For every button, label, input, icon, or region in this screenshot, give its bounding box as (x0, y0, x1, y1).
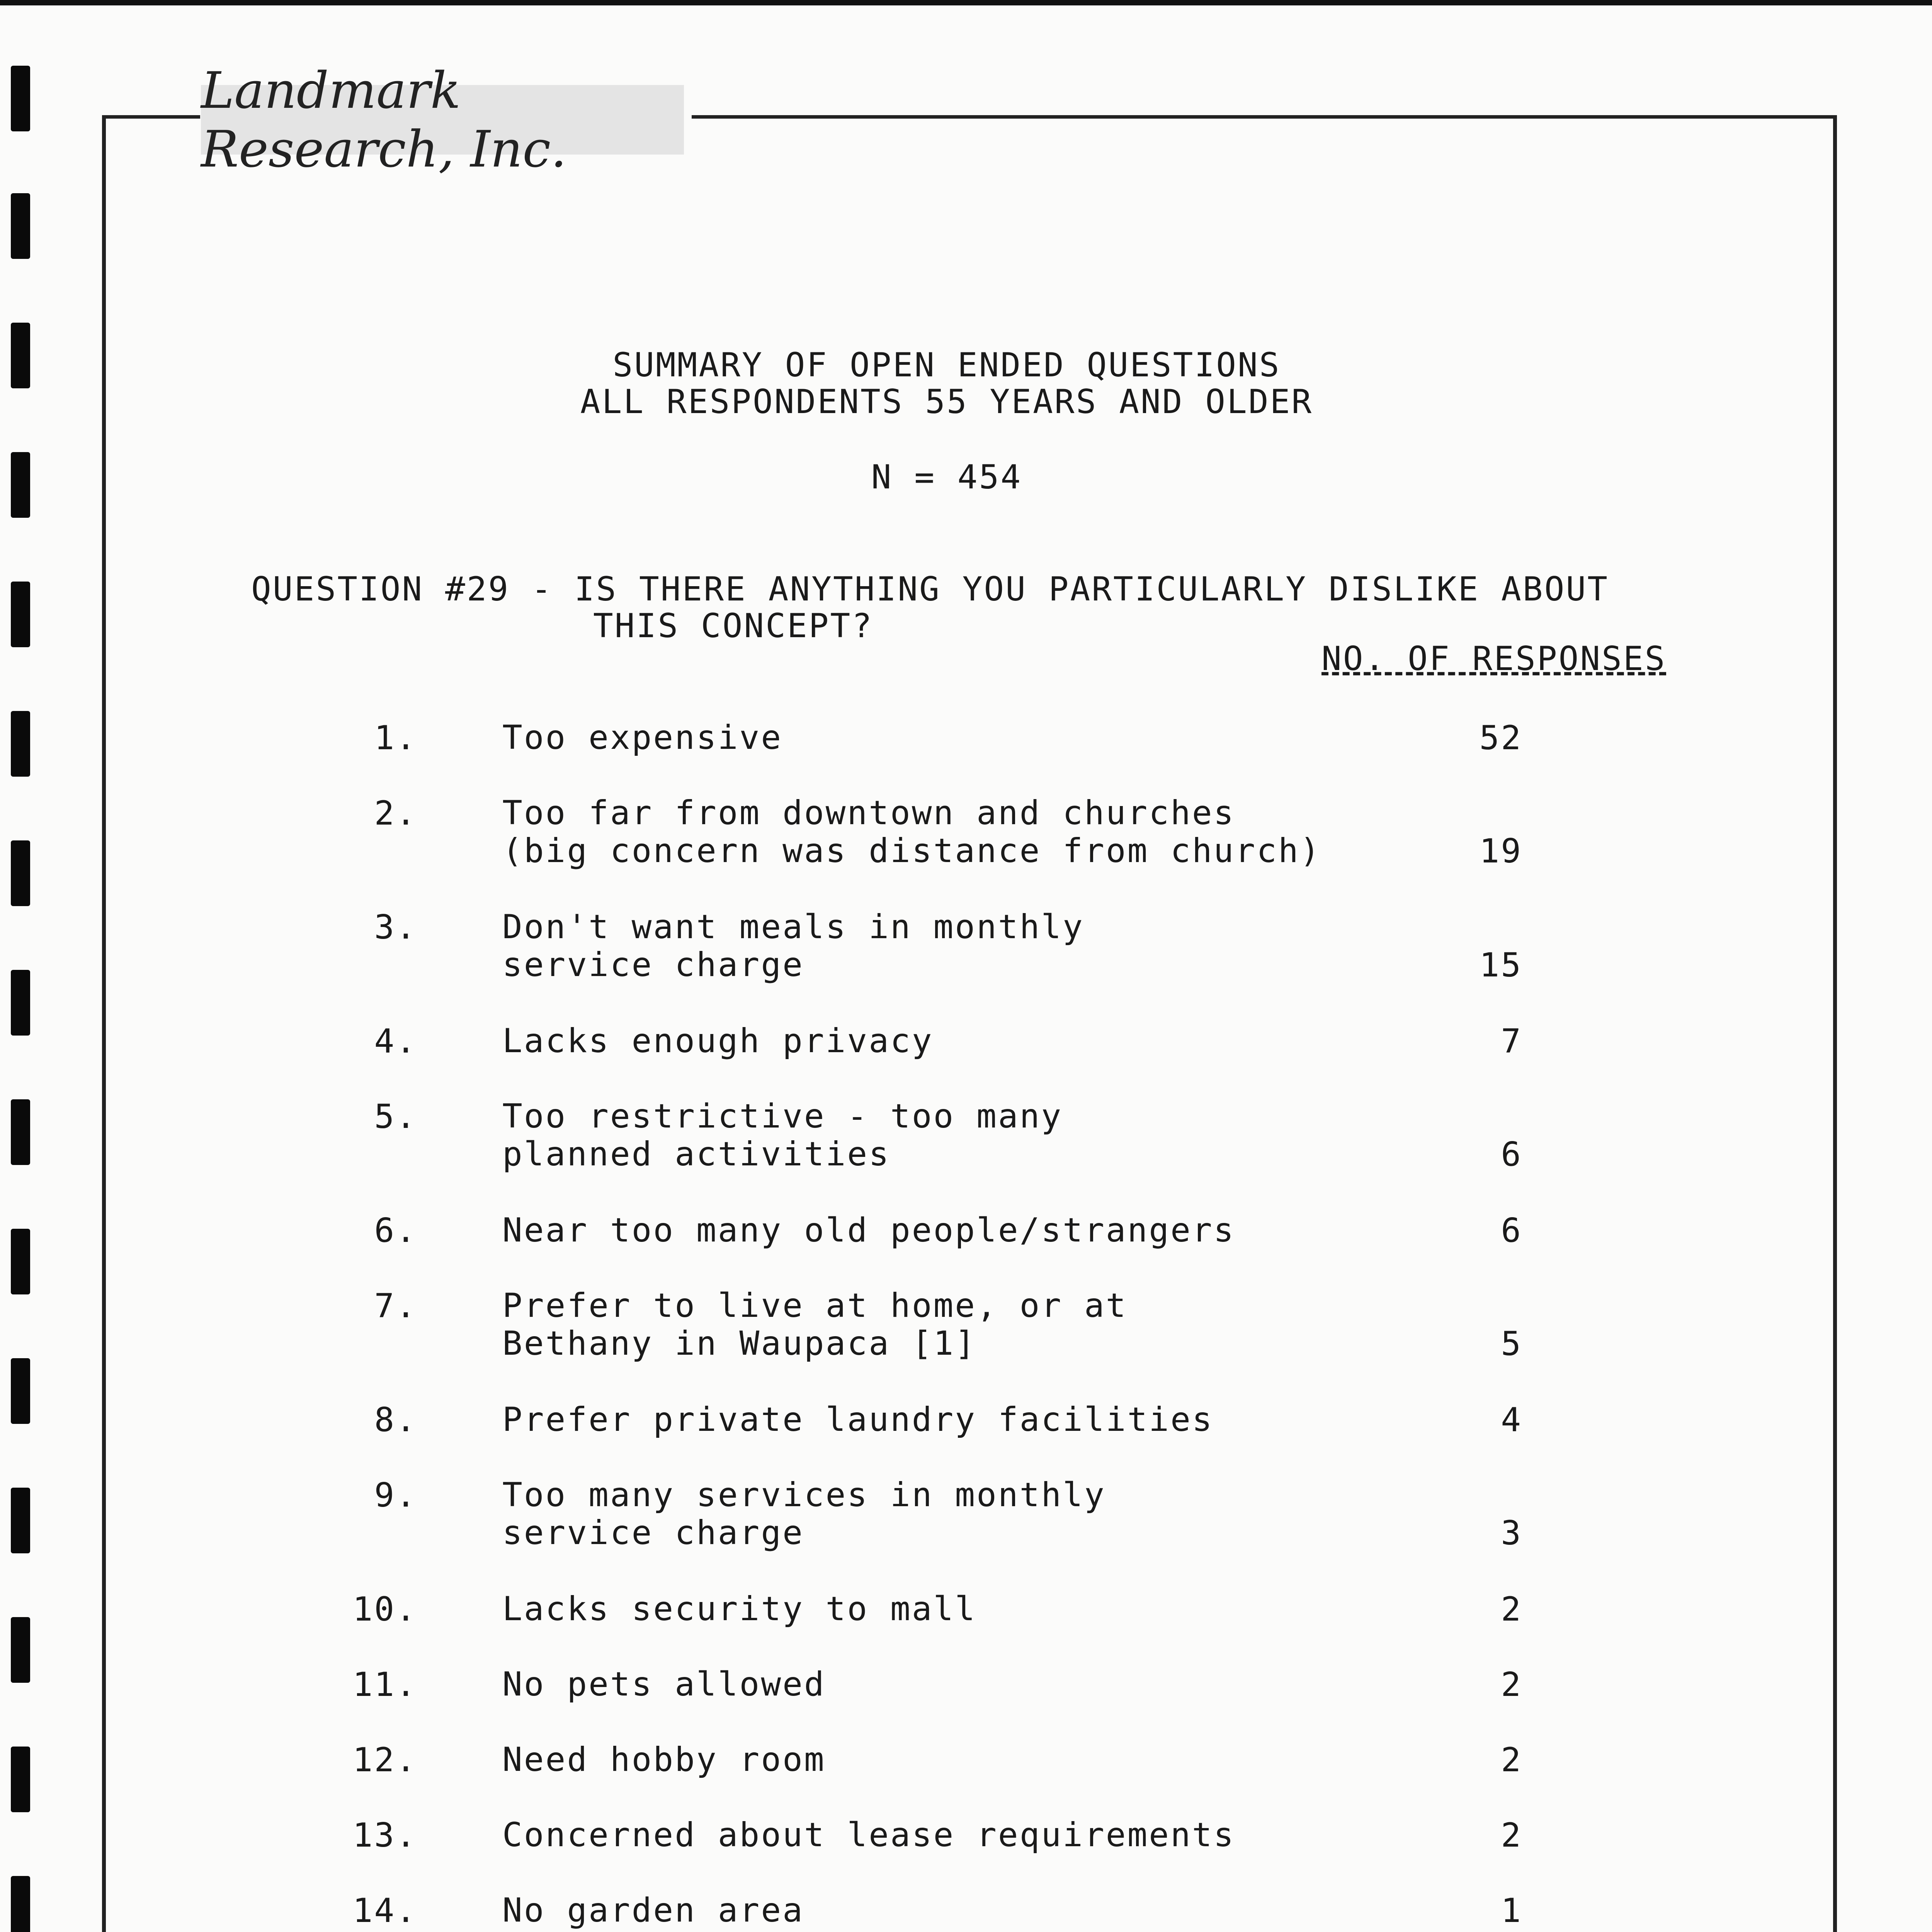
response-text: Too far from downtown and churches (big concern was distance from church) (502, 794, 1321, 870)
response-count: 7 (1501, 1022, 1522, 1061)
response-count: 5 (1501, 1325, 1522, 1363)
response-number: 7. (374, 1287, 417, 1325)
response-text: No garden area (502, 1891, 804, 1930)
response-text: Prefer private laundry facilities (502, 1400, 1214, 1439)
frame-top-left (104, 115, 200, 119)
response-number: 3. (374, 908, 417, 947)
response-count: 6 (1501, 1211, 1522, 1250)
top-edge-rule (0, 0, 1932, 5)
response-text: Too many services in monthly service charge (502, 1476, 1106, 1552)
response-text: Lacks enough privacy (502, 1022, 934, 1060)
column-header-responses: NO. OF RESPONSES (1321, 639, 1667, 678)
title-line-1: SUMMARY OF OPEN ENDED QUESTIONS (612, 346, 1281, 384)
response-count: 4 (1501, 1401, 1522, 1439)
response-count: 52 (1479, 719, 1522, 757)
response-text: Don't want meals in monthly service charge (502, 908, 1084, 984)
response-number: 10. (352, 1590, 417, 1629)
response-number: 8. (374, 1401, 417, 1439)
binding-hole (11, 840, 30, 906)
response-count: 3 (1501, 1514, 1522, 1553)
question-line-2: THIS CONCEPT? (593, 607, 874, 645)
response-text: Prefer to live at home, or at Bethany in Waupaca [1] (502, 1286, 1128, 1363)
binding-hole (11, 66, 30, 131)
company-logo: Landmark Research, Inc. (201, 85, 684, 155)
response-count: 2 (1501, 1665, 1522, 1704)
response-number: 5. (374, 1097, 417, 1136)
binding-strip (0, 0, 62, 1932)
binding-hole (11, 193, 30, 259)
response-number: 14. (352, 1891, 417, 1930)
response-text: Too expensive (502, 718, 783, 757)
response-number: 6. (374, 1211, 417, 1250)
response-number: 13. (352, 1816, 417, 1855)
response-text: Lacks security to mall (502, 1590, 977, 1628)
response-number: 1. (374, 719, 417, 757)
response-number: 11. (352, 1665, 417, 1704)
title-line-2: ALL RESPONDENTS 55 YEARS AND OLDER (580, 383, 1313, 421)
sample-size: N = 454 (871, 458, 1022, 497)
binding-hole (11, 582, 30, 647)
response-count: 1 (1501, 1891, 1522, 1930)
frame-top-right (692, 115, 1837, 119)
response-count: 2 (1501, 1590, 1522, 1629)
response-count: 19 (1479, 832, 1522, 871)
response-number: 9. (374, 1476, 417, 1515)
response-number: 2. (374, 794, 417, 833)
response-count: 15 (1479, 946, 1522, 985)
response-count: 2 (1501, 1816, 1522, 1855)
response-count: 2 (1501, 1741, 1522, 1779)
response-text: Need hobby room (502, 1740, 826, 1779)
response-text: Too restrictive - too many planned activities (502, 1097, 1063, 1173)
response-number: 12. (352, 1741, 417, 1779)
response-text: Near too many old people/strangers (502, 1211, 1235, 1250)
question-line-1: QUESTION #29 - IS THERE ANYTHING YOU PARTICULARLY DISLIKE ABOUT (251, 570, 1609, 609)
response-number: 4. (374, 1022, 417, 1061)
response-text: Concerned about lease requirements (502, 1816, 1235, 1854)
response-count: 6 (1501, 1135, 1522, 1174)
response-text: No pets allowed (502, 1665, 826, 1704)
